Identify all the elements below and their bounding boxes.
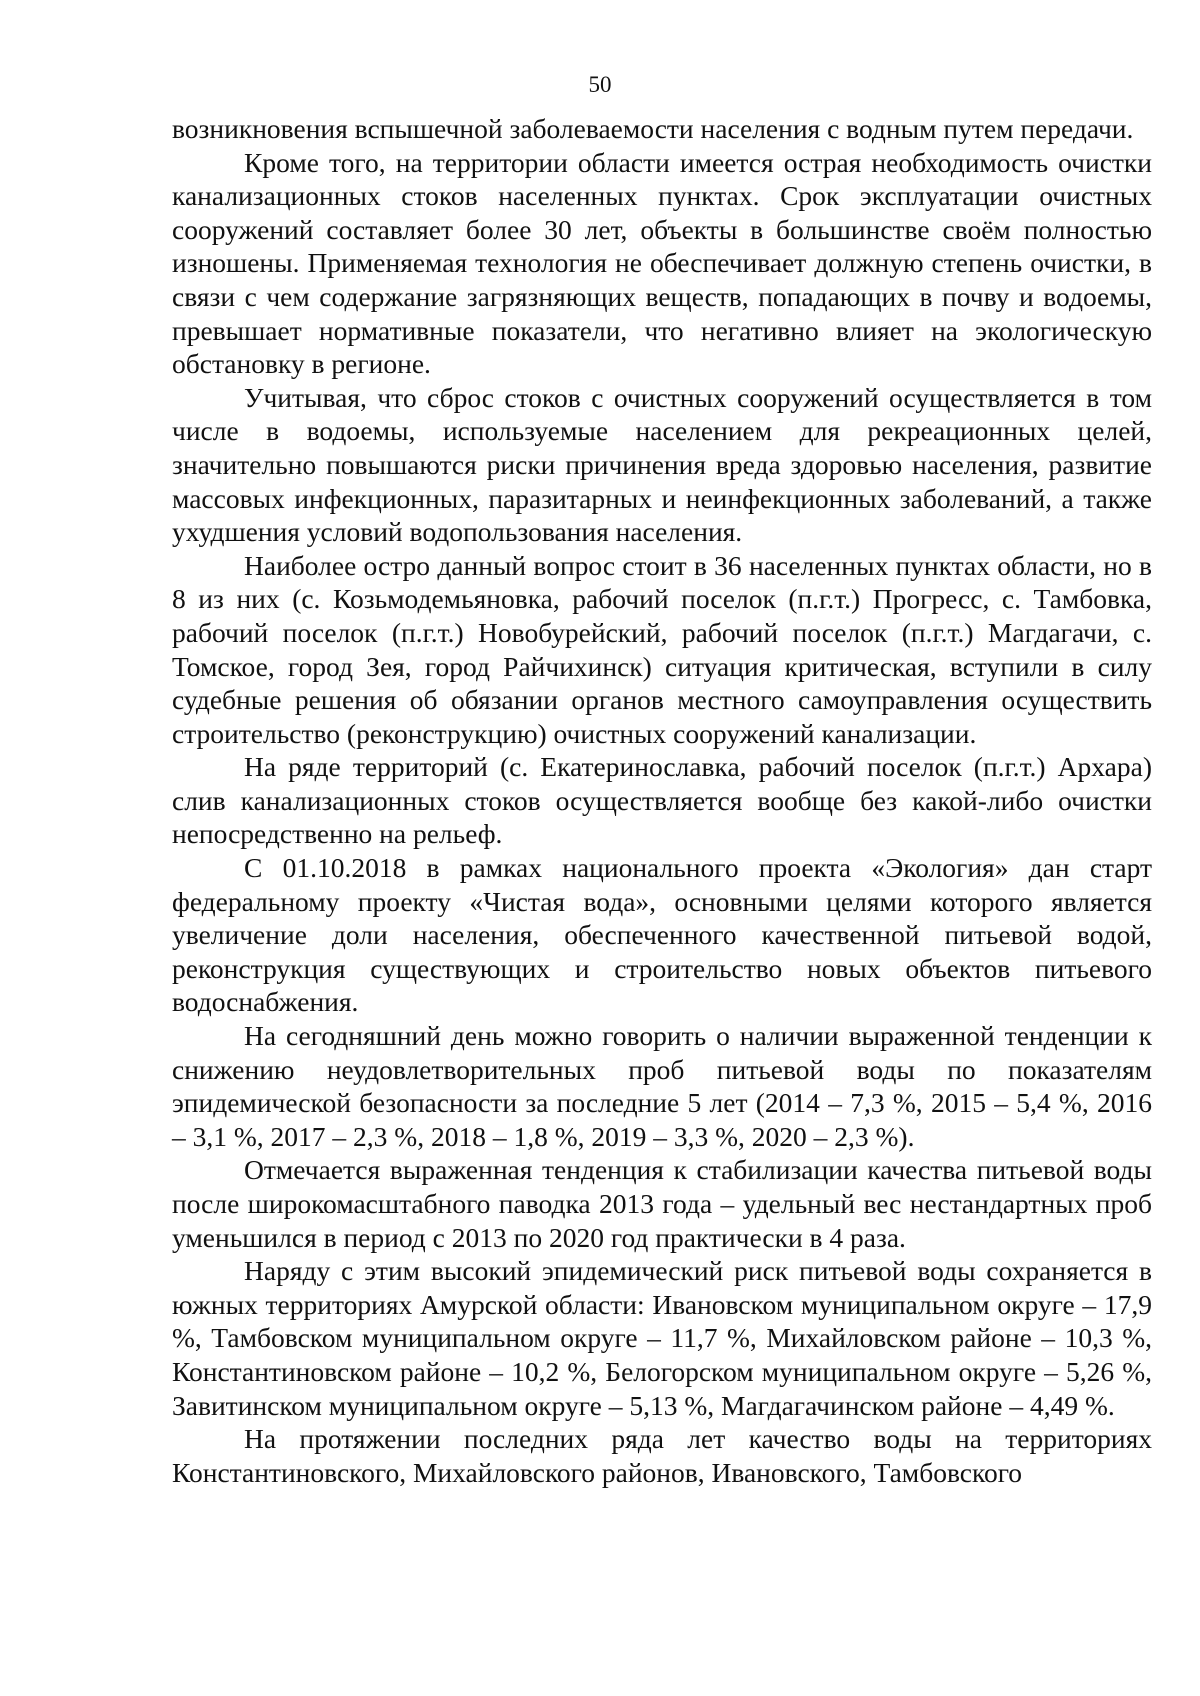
paragraph-water-quality: На протяжении последних ряда лет качество воды на территориях Константиновского, Михайловского районов, Ивановского, Тамбовского: [172, 1423, 1152, 1488]
paragraph-clean-water-project: С 01.10.2018 в рамках национального проекта «Экология» дан старт федеральному проекту «Чистая вода», основными целями которого является увеличение доли населения, обеспеченного качественной питьевой водой, реконструкция существующих и строительство новых объектов питьевого водоснабжения.: [172, 852, 1152, 1018]
paragraph-sample-trend: На сегодняшний день можно говорить о наличии выраженной тенденции к снижению неудовлетворительных проб питьевой воды по показателям эпидемической безопасности за последние 5 лет (2014 – 7,3 %, 2015 – 5,4 %, 2016 – 3,1 %, 2017 – 2,3 %, 2018 – 1,8 %, 2019 – 3,3 %, 2020 – 2,3 %).: [172, 1020, 1152, 1152]
paragraph-discharge-risks: Учитывая, что сброс стоков с очистных сооружений осуществляется в том числе в водоемы, используемые населением для рекреационных целей, значительно повышаются риски причинения вреда здоровью населения, развитие массовых инфекционных, паразитарных и неинфекционных заболеваний, а также ухудшения условий водопользования населения.: [172, 381, 1152, 548]
paragraph-sewage-treatment: Кроме того, на территории области имеется острая необходимость очистки канализационных стоков населенных пунктах. Срок эксплуатации очистных сооружений составляет более 30 лет, объекты в большинстве своём полностью изношены. Применяемая технология не обеспечивает должную степень очистки, в связи с чем содержание загрязняющих веществ, попадающих в почву и водоемы, превышает нормативные показатели, что негативно влияет на экологическую обстановку в регионе.: [172, 146, 1152, 380]
paragraph-continuation: возникновения вспышечной заболеваемости населения с водным путем передачи.: [172, 113, 1134, 144]
document-body: [172, 112, 1152, 1489]
paragraph-stabilization: Отмечается выраженная тенденция к стабилизации качества питьевой воды после широкомасштабного паводка 2013 года – удельный вес нестандартных проб уменьшился в период с 2013 по 2020 год практически в 4 раза.: [172, 1154, 1152, 1253]
page-number: 50: [588, 72, 612, 97]
paragraph-no-treatment: На ряде территорий (с. Екатеринославка, рабочий поселок (п.г.т.) Архара) слив канализационных стоков осуществляется вообще без какой-либо очистки непосредственно на рельеф.: [172, 751, 1152, 850]
paragraph-settlements: Наиболее остро данный вопрос стоит в 36 населенных пунктах области, но в 8 из них (с. Козьмодемьяновка, рабочий поселок (п.г.т.) Прогресс, с. Тамбовка, рабочий поселок (п.г.т.) Новобурейский, рабочий поселок (п.г.т.) Магдагачи, с. Томское, город Зея, город Райчихинск) ситуация критическая, вступили в силу судебные решения об обязании органов местного самоуправления осуществить строительство (реконструкцию) очистных сооружений канализации.: [172, 549, 1152, 749]
paragraph-southern-territories: Наряду с этим высокий эпидемический риск питьевой воды сохраняется в южных территориях Амурской области: Ивановском муниципальном округе – 17,9 %, Тамбовском муниципальном округе – 11,7 %, Михайловском районе – 10,3 %, Константиновском районе – 10,2 %, Белогорском муниципальном округе – 5,26 %, Завитинском муниципальном округе – 5,13 %, Магдагачинском районе – 4,49 %.: [172, 1255, 1152, 1421]
